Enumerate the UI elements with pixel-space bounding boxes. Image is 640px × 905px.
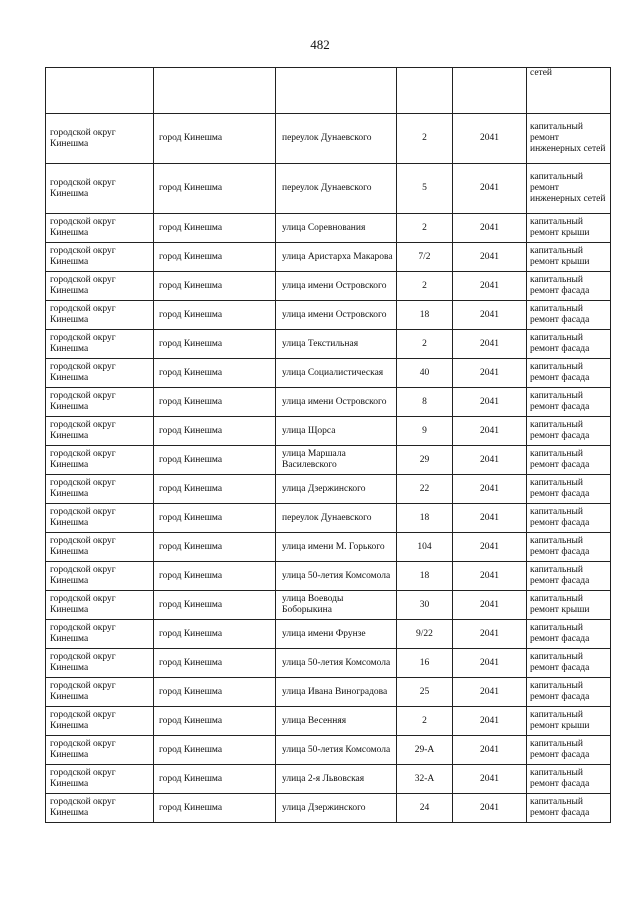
table-row — [46, 707, 611, 736]
table-row — [46, 620, 611, 649]
cell-street — [276, 68, 397, 114]
cell-work: капитальный ремонт фасада — [527, 301, 611, 330]
cell-year: 2041 — [453, 388, 527, 417]
cell-municipality — [46, 68, 154, 114]
cell-house: 9 — [397, 417, 453, 446]
cell-year: 2041 — [453, 114, 527, 164]
cell-year: 2041 — [453, 272, 527, 301]
cell-house: 2 — [397, 330, 453, 359]
cell-street: улица Текстильная — [276, 330, 397, 359]
cell-city: город Кинешма — [154, 359, 276, 388]
cell-city: город Кинешма — [154, 562, 276, 591]
cell-year: 2041 — [453, 243, 527, 272]
cell-street: переулок Дунаевского — [276, 114, 397, 164]
cell-city: город Кинешма — [154, 707, 276, 736]
table-row — [46, 272, 611, 301]
cell-municipality: городской округ Кинешма — [46, 272, 154, 301]
cell-house: 18 — [397, 504, 453, 533]
cell-municipality: городской округ Кинешма — [46, 446, 154, 475]
cell-city: город Кинешма — [154, 388, 276, 417]
cell-street: улица Маршала Василевского — [276, 446, 397, 475]
table-row — [46, 330, 611, 359]
cell-work: капитальный ремонт фасада — [527, 272, 611, 301]
cell-house: 22 — [397, 475, 453, 504]
cell-municipality: городской округ Кинешма — [46, 243, 154, 272]
cell-house: 16 — [397, 649, 453, 678]
cell-street: улица имени Островского — [276, 301, 397, 330]
cell-work: капитальный ремонт фасада — [527, 446, 611, 475]
cell-house: 2 — [397, 114, 453, 164]
cell-street: улица Ивана Виноградова — [276, 678, 397, 707]
table-row — [46, 388, 611, 417]
cell-work: капитальный ремонт фасада — [527, 649, 611, 678]
cell-street: улица Воеводы Боборыкина — [276, 591, 397, 620]
cell-work: капитальный ремонт фасада — [527, 417, 611, 446]
cell-work: капитальный ремонт крыши — [527, 707, 611, 736]
cell-house: 9/22 — [397, 620, 453, 649]
table-row — [46, 794, 611, 823]
table-row — [46, 243, 611, 272]
cell-street: улица имени Фрунзе — [276, 620, 397, 649]
cell-house: 24 — [397, 794, 453, 823]
cell-municipality: городской округ Кинешма — [46, 562, 154, 591]
table-row — [46, 562, 611, 591]
cell-street: улица Весенняя — [276, 707, 397, 736]
cell-house: 5 — [397, 164, 453, 214]
cell-municipality: городской округ Кинешма — [46, 417, 154, 446]
continued-row — [46, 68, 611, 114]
cell-work: капитальный ремонт фасада — [527, 736, 611, 765]
cell-municipality: городской округ Кинешма — [46, 591, 154, 620]
cell-municipality: городской округ Кинешма — [46, 388, 154, 417]
table-row — [46, 475, 611, 504]
table-row — [46, 678, 611, 707]
cell-year: 2041 — [453, 649, 527, 678]
cell-municipality: городской округ Кинешма — [46, 649, 154, 678]
cell-city: город Кинешма — [154, 649, 276, 678]
table-row — [46, 736, 611, 765]
table-row — [46, 591, 611, 620]
cell-city: город Кинешма — [154, 272, 276, 301]
cell-work: капитальный ремонт крыши — [527, 243, 611, 272]
cell-city: город Кинешма — [154, 620, 276, 649]
cell-year: 2041 — [453, 765, 527, 794]
cell-house: 2 — [397, 214, 453, 243]
cell-city: город Кинешма — [154, 114, 276, 164]
cell-year — [453, 68, 527, 114]
cell-year: 2041 — [453, 446, 527, 475]
table-row — [46, 359, 611, 388]
cell-year: 2041 — [453, 330, 527, 359]
cell-city: город Кинешма — [154, 330, 276, 359]
cell-municipality: городской округ Кинешма — [46, 678, 154, 707]
cell-street: улица имени Островского — [276, 388, 397, 417]
cell-work: капитальный ремонт инженерных сетей — [527, 164, 611, 214]
cell-street: переулок Дунаевского — [276, 504, 397, 533]
cell-municipality: городской округ Кинешма — [46, 736, 154, 765]
cell-city: город Кинешма — [154, 214, 276, 243]
cell-house: 25 — [397, 678, 453, 707]
cell-municipality: городской округ Кинешма — [46, 359, 154, 388]
table-row — [46, 114, 611, 164]
cell-city: город Кинешма — [154, 164, 276, 214]
cell-house: 32-А — [397, 765, 453, 794]
cell-year: 2041 — [453, 794, 527, 823]
table-row — [46, 765, 611, 794]
table-body — [46, 68, 611, 823]
cell-house: 2 — [397, 707, 453, 736]
cell-street: улица 50-летия Комсомола — [276, 562, 397, 591]
cell-year: 2041 — [453, 214, 527, 243]
cell-municipality: городской округ Кинешма — [46, 330, 154, 359]
cell-municipality: городской округ Кинешма — [46, 475, 154, 504]
cell-municipality: городской округ Кинешма — [46, 707, 154, 736]
cell-municipality: городской округ Кинешма — [46, 164, 154, 214]
cell-year: 2041 — [453, 475, 527, 504]
cell-city: город Кинешма — [154, 243, 276, 272]
page-number: 482 — [310, 37, 330, 52]
cell-municipality: городской округ Кинешма — [46, 620, 154, 649]
cell-city: город Кинешма — [154, 504, 276, 533]
cell-year: 2041 — [453, 504, 527, 533]
cell-city: город Кинешма — [154, 765, 276, 794]
cell-work: капитальный ремонт фасада — [527, 794, 611, 823]
cell-work: капитальный ремонт инженерных сетей — [527, 114, 611, 164]
cell-street: улица 50-летия Комсомола — [276, 736, 397, 765]
cell-city: город Кинешма — [154, 736, 276, 765]
cell-work: сетей — [527, 68, 611, 114]
cell-year: 2041 — [453, 359, 527, 388]
cell-street: улица 2-я Львовская — [276, 765, 397, 794]
table-row — [46, 649, 611, 678]
cell-work: капитальный ремонт фасада — [527, 533, 611, 562]
cell-work: капитальный ремонт фасада — [527, 678, 611, 707]
cell-city: город Кинешма — [154, 475, 276, 504]
cell-city — [154, 68, 276, 114]
cell-house: 8 — [397, 388, 453, 417]
cell-year: 2041 — [453, 707, 527, 736]
cell-work: капитальный ремонт фасада — [527, 620, 611, 649]
table-row — [46, 504, 611, 533]
cell-work: капитальный ремонт крыши — [527, 214, 611, 243]
cell-work: капитальный ремонт фасада — [527, 359, 611, 388]
repair-schedule-table — [45, 67, 611, 823]
cell-year: 2041 — [453, 301, 527, 330]
cell-work: капитальный ремонт фасада — [527, 765, 611, 794]
table-row — [46, 301, 611, 330]
cell-house: 29-А — [397, 736, 453, 765]
table-row — [46, 446, 611, 475]
cell-street: улица Аристарха Макарова — [276, 243, 397, 272]
cell-year: 2041 — [453, 533, 527, 562]
cell-house: 2 — [397, 272, 453, 301]
table-row — [46, 164, 611, 214]
cell-year: 2041 — [453, 562, 527, 591]
cell-year: 2041 — [453, 417, 527, 446]
cell-municipality: городской округ Кинешма — [46, 765, 154, 794]
cell-city: город Кинешма — [154, 678, 276, 707]
cell-year: 2041 — [453, 620, 527, 649]
cell-work: капитальный ремонт фасада — [527, 330, 611, 359]
cell-street: улица Социалистическая — [276, 359, 397, 388]
cell-municipality: городской округ Кинешма — [46, 214, 154, 243]
cell-municipality: городской округ Кинешма — [46, 301, 154, 330]
cell-work: капитальный ремонт крыши — [527, 591, 611, 620]
cell-city: город Кинешма — [154, 446, 276, 475]
cell-house: 30 — [397, 591, 453, 620]
cell-city: город Кинешма — [154, 301, 276, 330]
cell-street: переулок Дунаевского — [276, 164, 397, 214]
cell-street: улица имени Островского — [276, 272, 397, 301]
cell-street: улица 50-летия Комсомола — [276, 649, 397, 678]
cell-house — [397, 68, 453, 114]
cell-municipality: городской округ Кинешма — [46, 114, 154, 164]
cell-city: город Кинешма — [154, 591, 276, 620]
cell-street: улица Дзержинского — [276, 475, 397, 504]
cell-house: 18 — [397, 301, 453, 330]
cell-year: 2041 — [453, 736, 527, 765]
cell-municipality: городской округ Кинешма — [46, 533, 154, 562]
cell-year: 2041 — [453, 678, 527, 707]
cell-municipality: городской округ Кинешма — [46, 794, 154, 823]
cell-house: 7/2 — [397, 243, 453, 272]
table-row — [46, 533, 611, 562]
cell-work: капитальный ремонт фасада — [527, 504, 611, 533]
table-row — [46, 417, 611, 446]
cell-work: капитальный ремонт фасада — [527, 475, 611, 504]
cell-street: улица Дзержинского — [276, 794, 397, 823]
table-row — [46, 214, 611, 243]
cell-work: капитальный ремонт фасада — [527, 388, 611, 417]
cell-house: 40 — [397, 359, 453, 388]
cell-street: улица Соревнования — [276, 214, 397, 243]
cell-work: капитальный ремонт фасада — [527, 562, 611, 591]
cell-street: улица имени М. Горького — [276, 533, 397, 562]
cell-year: 2041 — [453, 591, 527, 620]
cell-house: 104 — [397, 533, 453, 562]
cell-house: 29 — [397, 446, 453, 475]
cell-year: 2041 — [453, 164, 527, 214]
cell-city: город Кинешма — [154, 417, 276, 446]
cell-house: 18 — [397, 562, 453, 591]
cell-street: улица Щорса — [276, 417, 397, 446]
cell-city: город Кинешма — [154, 794, 276, 823]
cell-city: город Кинешма — [154, 533, 276, 562]
cell-municipality: городской округ Кинешма — [46, 504, 154, 533]
